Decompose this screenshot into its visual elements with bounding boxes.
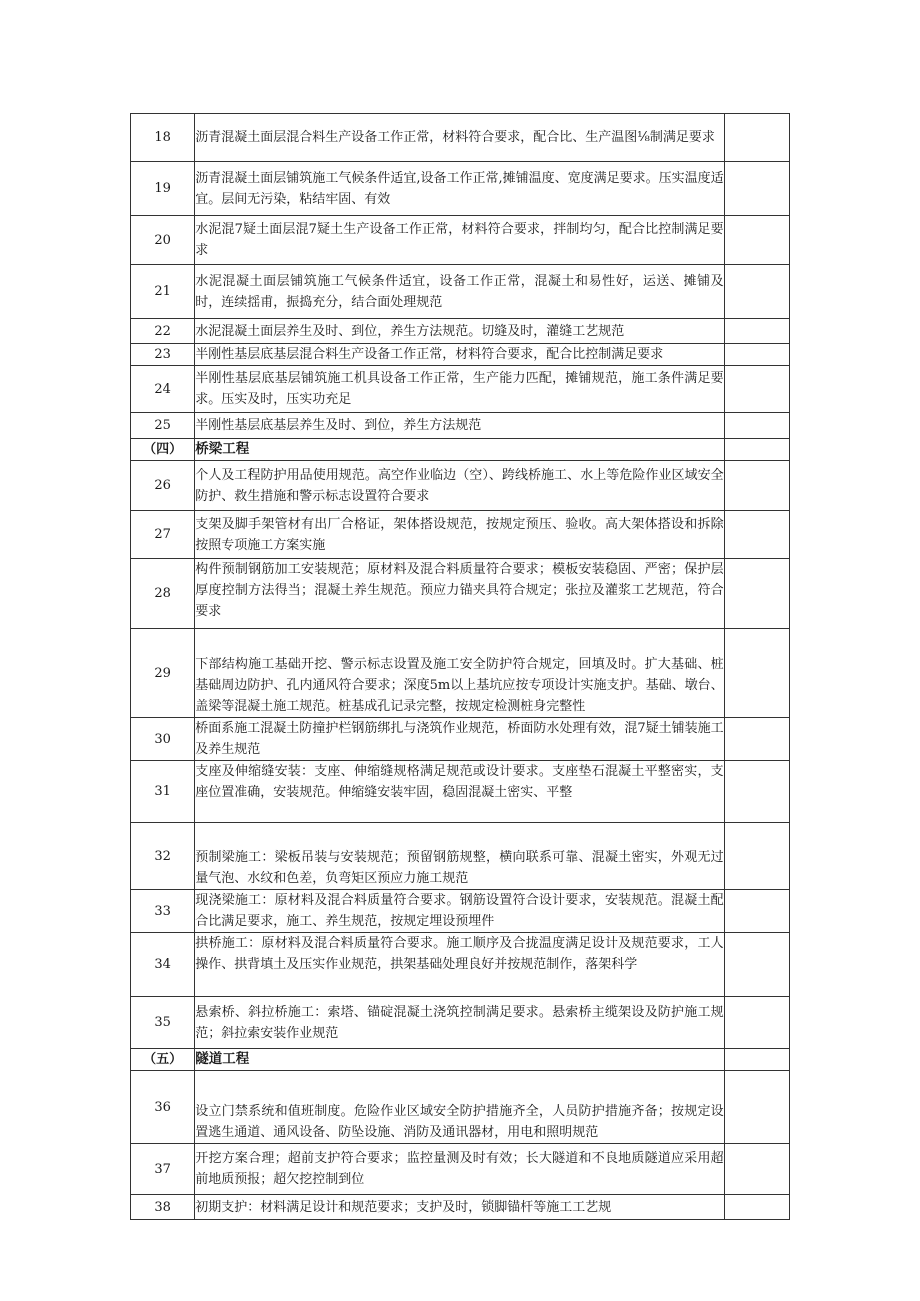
check-result-cell — [724, 344, 789, 366]
checklist-body — [131, 114, 790, 1220]
check-result-cell — [724, 216, 789, 265]
item-requirement: 悬索桥、斜拉桥施工：索塔、锚碇混凝土浇筑控制满足要求。悬索桥主缆架设及防护施工规范；斜拉索安装作业规范 — [195, 997, 724, 1049]
item-requirement: 水泥混凝土面层铺筑施工气候条件适宜，设备工作正常，混凝土和易性好，运送、摊铺及时，连续揺甫，振捣充分，结合面处理规范 — [195, 265, 724, 319]
section-number: （四） — [131, 439, 195, 461]
item-number: 28 — [131, 559, 195, 629]
table-row — [131, 823, 790, 890]
table-row — [131, 890, 790, 933]
check-result-cell — [724, 162, 789, 216]
item-number: 33 — [131, 890, 195, 933]
table-row — [131, 559, 790, 629]
table-row — [131, 319, 790, 344]
table-row — [131, 366, 790, 413]
item-requirement: 支座及伸缩缝安装：支座、伸缩缝规格满足规范或设计要求。支座垫石混凝土平整密实，支座位置准确，安装规范。伸缩缝安装牢固，稳固混凝土密实、平整 — [195, 761, 724, 823]
item-requirement: 构件预制钢筋加工安装规范；原材料及混合料质量符合要求；模板安装稳固、严密；保护层厚度控制方法得当；混凝土养生规范。预应力锚夹具符合规定；张拉及灌浆工艺规范，符合要求 — [195, 559, 724, 629]
item-number: 22 — [131, 319, 195, 344]
check-result-cell — [724, 823, 789, 890]
item-requirement: 设立门禁系统和值班制度。危险作业区域安全防护措施齐全，人员防护措施齐备；按规定设置逃生通道、通风设备、防坠设施、消防及通讯器材，用电和照明规范 — [195, 1071, 724, 1144]
check-result-cell — [724, 439, 789, 461]
table-row — [131, 413, 790, 439]
item-number: 29 — [131, 629, 195, 718]
item-requirement: 开挖方案合理；超前支护符合要求；监控量测及时有效；长大隧道和不良地质隧道应采用超前地质预报；超欠挖控制到位 — [195, 1144, 724, 1195]
section-header-row — [131, 1049, 790, 1071]
check-result-cell — [724, 461, 789, 511]
table-row — [131, 997, 790, 1049]
item-number: 20 — [131, 216, 195, 265]
check-result-cell — [724, 718, 789, 761]
table-row — [131, 718, 790, 761]
item-requirement: 预制梁施工：梁板吊装与安装规范；预留钢筋规整，横向联系可靠、混凝土密实，外观无过量气泡、水纹和色差，负弯矩区预应力施工规范 — [195, 823, 724, 890]
table-row — [131, 461, 790, 511]
check-result-cell — [724, 413, 789, 439]
item-number: 32 — [131, 823, 195, 890]
check-result-cell — [724, 319, 789, 344]
check-result-cell — [724, 366, 789, 413]
inspection-checklist-table — [130, 113, 790, 1220]
table-row — [131, 511, 790, 559]
table-row — [131, 265, 790, 319]
table-row — [131, 933, 790, 997]
check-result-cell — [724, 1071, 789, 1144]
item-number: 30 — [131, 718, 195, 761]
item-requirement: 现浇梁施工：原材料及混合料质量符合要求。钢筋设置符合设计要求，安装规范。混凝土配合比满足要求，施工、养生规范，按规定埋设预埋件 — [195, 890, 724, 933]
table-row — [131, 1071, 790, 1144]
table-row — [131, 344, 790, 366]
item-requirement: 桥面系施工混凝土防撞护栏钢筋绑扎与浇筑作业规范，桥面防水处理有效，混7疑土铺装施工及养生规范 — [195, 718, 724, 761]
check-result-cell — [724, 761, 789, 823]
item-number: 38 — [131, 1195, 195, 1220]
item-number: 24 — [131, 366, 195, 413]
section-number: （五） — [131, 1049, 195, 1071]
item-number: 19 — [131, 162, 195, 216]
item-number: 27 — [131, 511, 195, 559]
item-number: 34 — [131, 933, 195, 997]
item-requirement: 沥青混凝土面层混合料生产设备工作正常，材料符合要求，配合比、生产温图⅛制满足要求 — [195, 114, 724, 162]
item-requirement: 拱桥施工：原材料及混合料质量符合要求。施工顺序及合拢温度满足设计及规范要求，工人操作、拱背填土及压实作业规范，拱架基础处理良好并按规范制作，落架科学 — [195, 933, 724, 997]
item-requirement: 半刚性基层底基层混合料生产设备工作正常，材料符合要求，配合比控制满足要求 — [195, 344, 724, 366]
table-row — [131, 761, 790, 823]
section-title: 桥梁工程 — [195, 439, 724, 461]
item-requirement: 下部结构施工基础开挖、警示标志设置及施工安全防护符合规定，回填及时。扩大基础、桩基础周边防护、孔内通风符合要求；深度5m以上基坑应按专项设计实施支护。基础、墩台、盖梁等混凝土施工规范。桩基成孔记录完整，按规定检测桩身完整性 — [195, 629, 724, 718]
table-row — [131, 1144, 790, 1195]
table-row — [131, 216, 790, 265]
item-number: 35 — [131, 997, 195, 1049]
check-result-cell — [724, 1144, 789, 1195]
table-row — [131, 1195, 790, 1220]
check-result-cell — [724, 890, 789, 933]
item-number: 37 — [131, 1144, 195, 1195]
check-result-cell — [724, 1049, 789, 1071]
item-number: 23 — [131, 344, 195, 366]
item-requirement: 支架及脚手架管材有出厂合格证，架体搭设规范，按规定预压、验收。高大架体搭设和拆除按照专项施工方案实施 — [195, 511, 724, 559]
item-number: 31 — [131, 761, 195, 823]
item-number: 26 — [131, 461, 195, 511]
check-result-cell — [724, 511, 789, 559]
table-row — [131, 629, 790, 718]
check-result-cell — [724, 1195, 789, 1220]
section-title: 隧道工程 — [195, 1049, 724, 1071]
check-result-cell — [724, 114, 789, 162]
item-number: 18 — [131, 114, 195, 162]
item-number: 25 — [131, 413, 195, 439]
item-requirement: 半刚性基层底基层养生及时、到位，养生方法规范 — [195, 413, 724, 439]
item-number: 21 — [131, 265, 195, 319]
item-requirement: 水泥混凝土面层养生及时、到位，养生方法规范。切缝及时，灌缝工艺规范 — [195, 319, 724, 344]
item-requirement: 初期支护：材料满足设计和规范要求；支护及时，锁脚锚杆等施工工艺规 — [195, 1195, 724, 1220]
item-requirement: 个人及工程防护用品使用规范。高空作业临边（空）、跨线桥施工、水上等危险作业区域安全防护、救生措施和警示标志设置符合要求 — [195, 461, 724, 511]
item-requirement: 水泥混7疑土面层混7疑土生产设备工作正常，材料符合要求，拌制均匀，配合比控制满足要求 — [195, 216, 724, 265]
table-row — [131, 114, 790, 162]
section-header-row — [131, 439, 790, 461]
table-row — [131, 162, 790, 216]
item-requirement: 半刚性基层底基层铺筑施工机具设备工作正常，生产能力匹配，摊铺规范，施工条件满足要求。压实及时，压实功充足 — [195, 366, 724, 413]
check-result-cell — [724, 933, 789, 997]
item-requirement: 沥青混凝土面层铺筑施工气候条件适宜,设备工作正常,摊铺温度、宽度满足要求。压实温度适宜。层间无污染，粘结牢固、有效 — [195, 162, 724, 216]
check-result-cell — [724, 997, 789, 1049]
item-number: 36 — [131, 1071, 195, 1144]
check-result-cell — [724, 629, 789, 718]
check-result-cell — [724, 265, 789, 319]
check-result-cell — [724, 559, 789, 629]
